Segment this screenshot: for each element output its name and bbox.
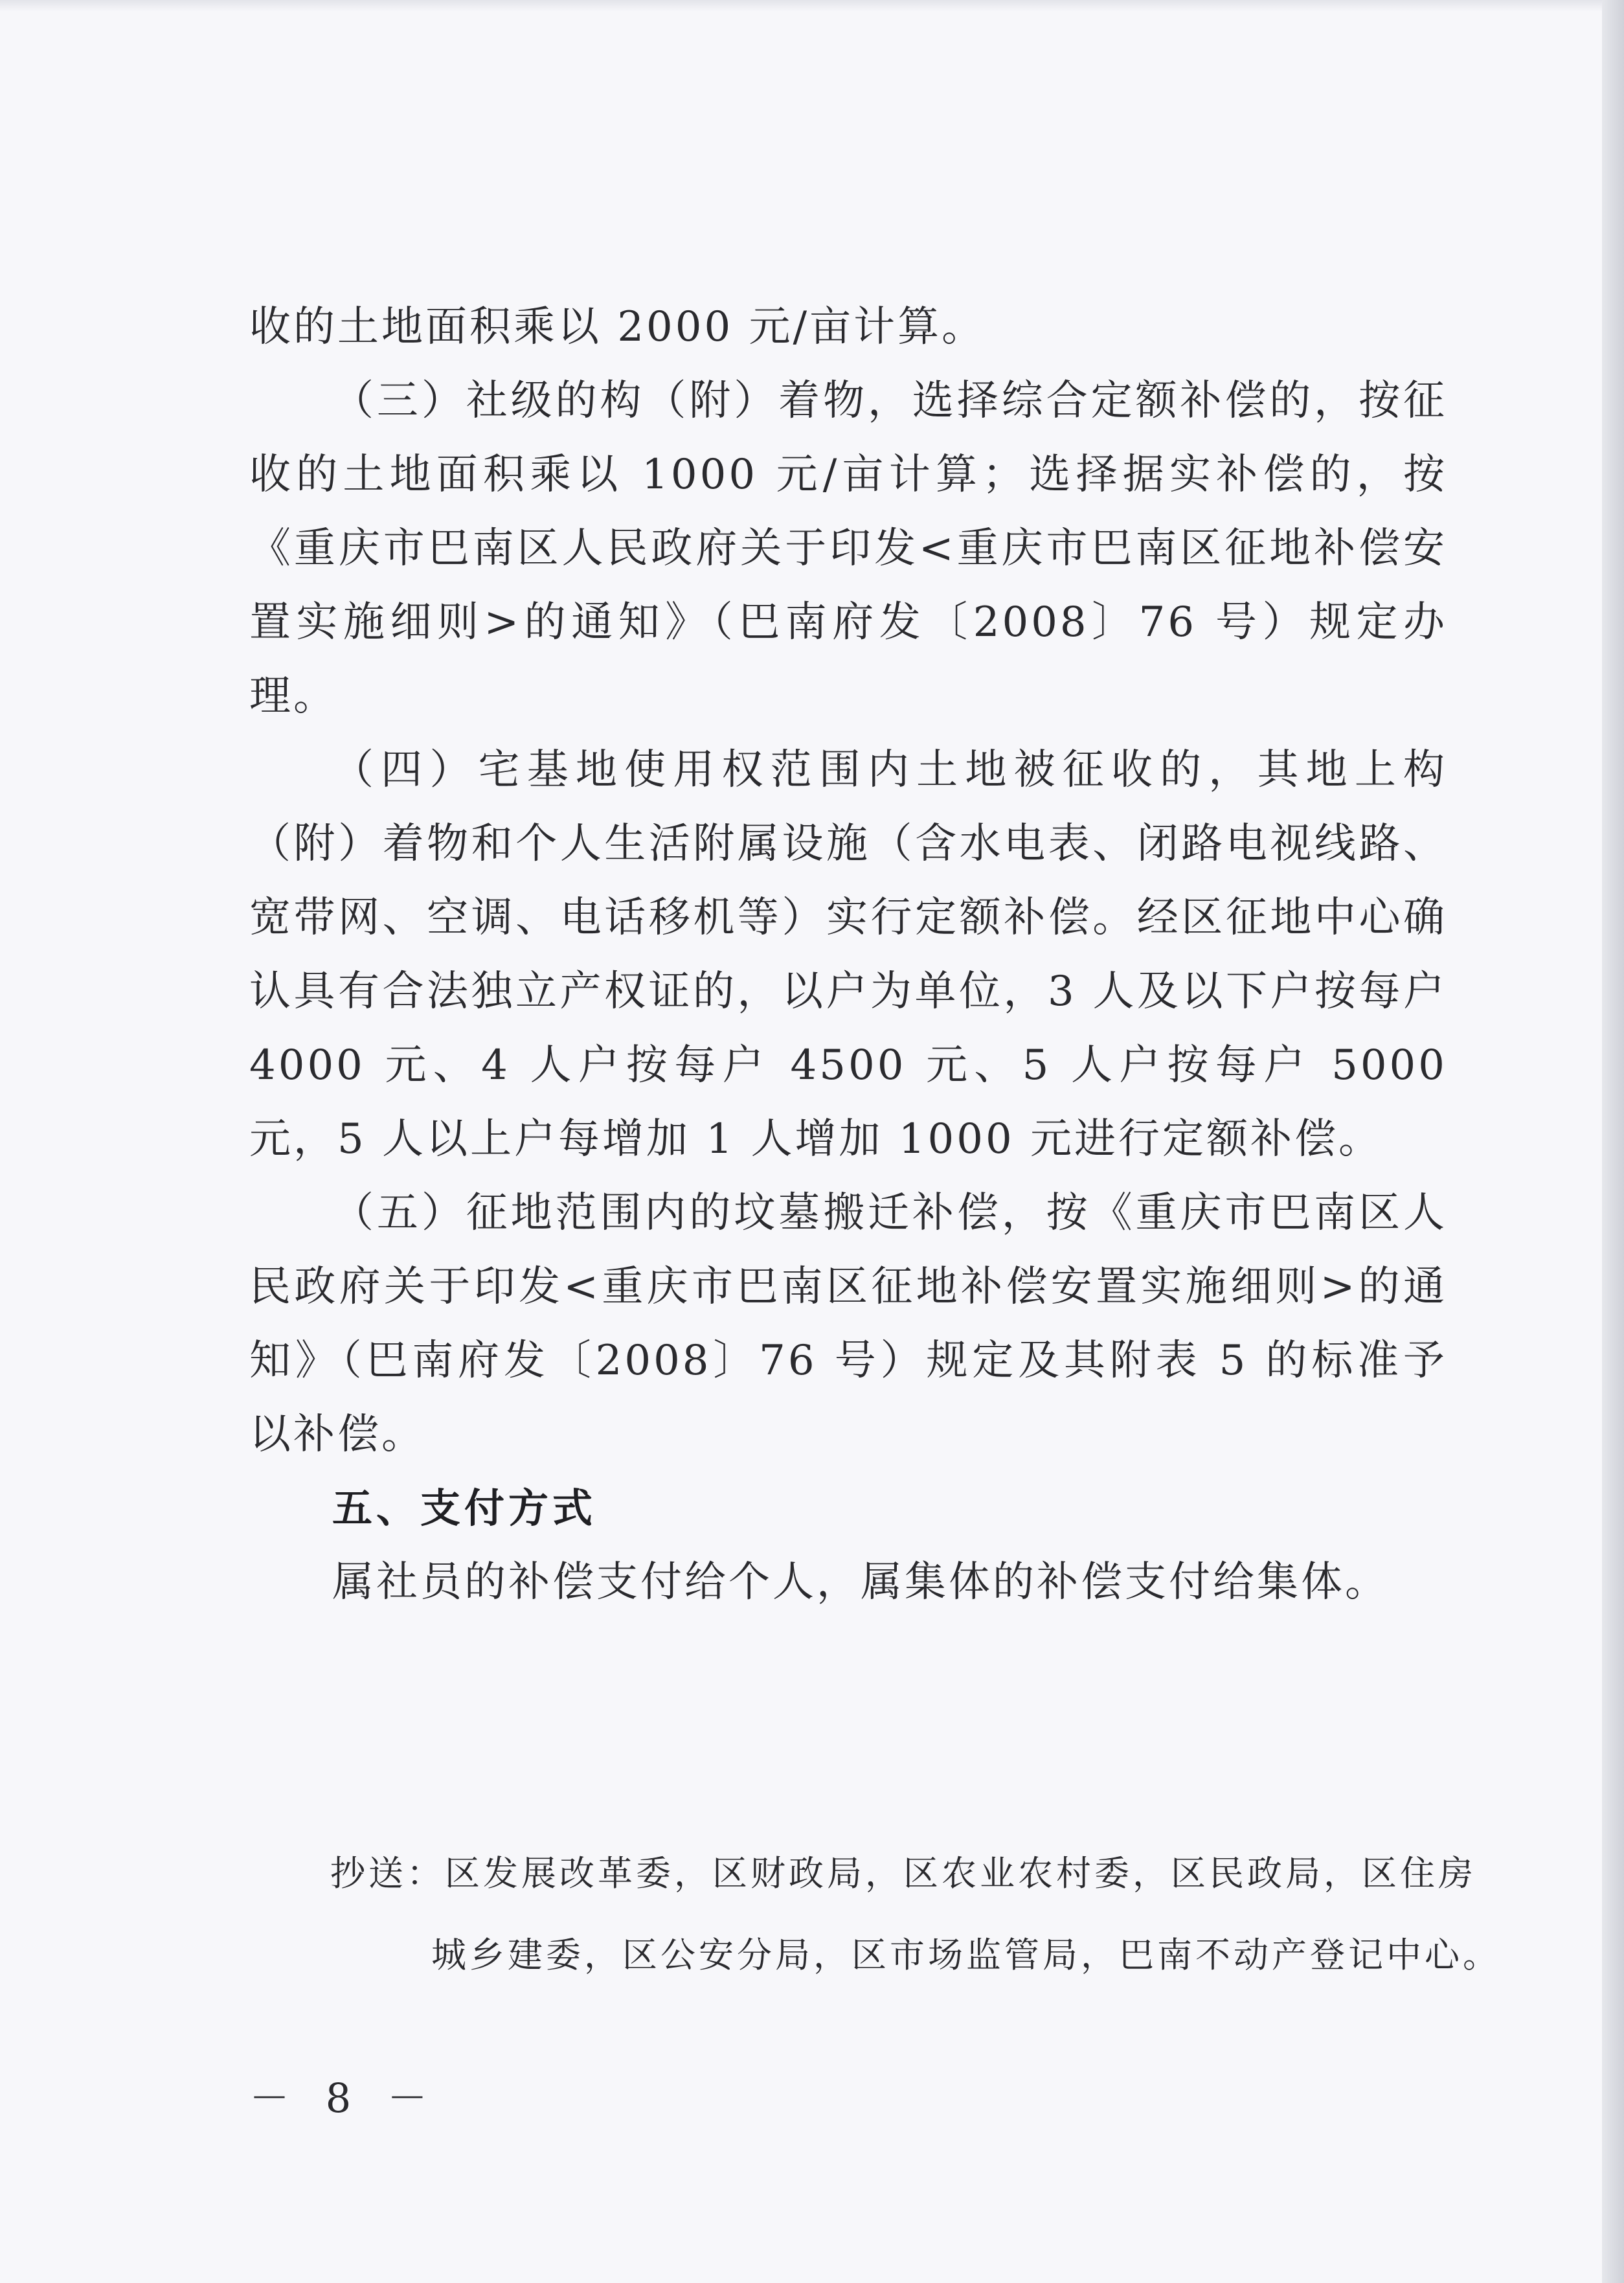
cc-line-2: 城乡建委，区公安分局，区市场监管局，巴南不动产登记中心。 (431, 1935, 1501, 1975)
page-right-edge (1602, 0, 1624, 2283)
page-top-edge (0, 0, 1624, 12)
paragraph-continuation: 收的土地面积乘以 2000 元/亩计算。 (249, 303, 986, 351)
paragraph-item-four: （四）宅基地使用权范围内土地被征收的，其地上构（附）着物和个人生活附属设施（含水电表、闭路电视线路、宽带网、空调、电话移机等）实行定额补偿。经区征地中心确认具有合法独立产权证的，以户为单位，3 人及以下户按每户 4000 元、4 人户按每户 4500 元、5 人户按每户 5000 元，5 人以上户每增加 1 人增加 1000 元进行定额补偿。 (249, 746, 1447, 1163)
paragraph-item-five: （五）征地范围内的坟墓搬迁补偿，按《重庆市巴南区人民政府关于印发<重庆市巴南区征地补偿安置实施细则>的通知》（巴南府发〔2008〕76 号）规定及其附表 5 的标准予以补偿。 (249, 1189, 1447, 1459)
page-number: － 8 － (249, 2074, 439, 2122)
paragraph-item-three: （三）社级的构（附）着物，选择综合定额补偿的，按征收的土地面积乘以 1000 元/亩计算；选择据实补偿的，按《重庆市巴南区人民政府关于印发<重庆市巴南区征地补偿安置实施细则>的通知》（巴南府发〔2008〕76 号）规定办理。 (249, 377, 1447, 720)
section-heading-payment: 五、支付方式 (332, 1484, 597, 1532)
paragraph-payment: 属社员的补偿支付给个人，属集体的补偿支付给集体。 (332, 1558, 1389, 1606)
body-text (249, 290, 1447, 1619)
cc-distribution (330, 1833, 1501, 1996)
cc-line-1: 抄送：区发展改革委，区财政局，区农业农村委，区民政局，区住房 (330, 1853, 1476, 1894)
